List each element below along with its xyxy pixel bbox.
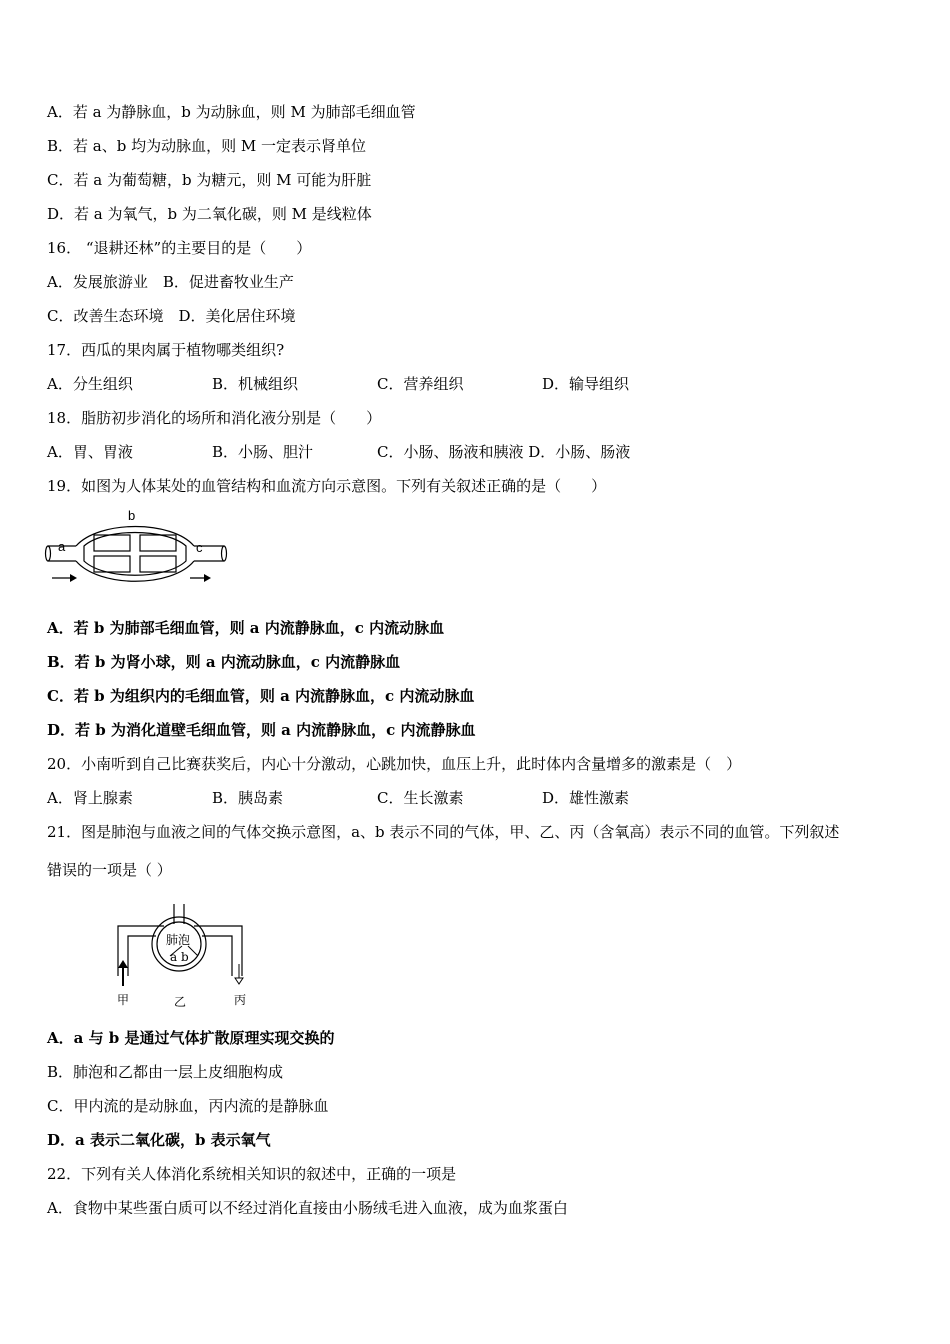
q21-option-a: A．a 与 b 是通过气体扩散原理实现交换的	[47, 1029, 335, 1047]
label-c: c	[196, 540, 203, 555]
q17-option-d: D．输导组织	[542, 375, 630, 393]
q18-option-b: B．小肠、胆汁	[212, 443, 314, 461]
q18-options-cd: C．小肠、肠液和胰液 D．小肠、肠液	[377, 443, 631, 461]
q17-option-c: C．营养组织	[377, 375, 464, 393]
q20-option-b: B．胰岛素	[212, 789, 284, 807]
q15-option-d: D．若 a 为氧气，b 为二氧化碳，则 M 是线粒体	[47, 205, 372, 223]
q18-stem: 18．脂肪初步消化的场所和消化液分别是（ ）	[47, 409, 382, 427]
q21-stem-line1: 21．图是肺泡与血液之间的气体交换示意图，a、b 表示不同的气体，甲、乙、丙（含氧高）表示不同的血管。下列叙述	[47, 823, 840, 841]
q19-option-c: C．若 b 为组织内的毛细血管，则 a 内流静脉血，c 内流动脉血	[47, 687, 475, 705]
q16-options-ab: A．发展旅游业 B．促进畜牧业生产	[47, 273, 294, 291]
label-b: b	[128, 508, 136, 523]
q15-option-b: B．若 a、b 均为动脉血，则 M 一定表示肾单位	[47, 137, 367, 155]
q20-option-d: D．雄性激素	[542, 789, 630, 807]
gas-ab-label: a b	[170, 950, 189, 964]
vessel-bing-label: 丙	[234, 993, 247, 1007]
q21-option-b: B．肺泡和乙都由一层上皮细胞构成	[47, 1063, 284, 1081]
q16-stem: 16． “退耕还林”的主要目的是（ ）	[47, 239, 312, 257]
q19-option-b: B．若 b 为肾小球，则 a 内流动脉血，c 内流静脉血	[47, 653, 401, 671]
q17-option-b: B．机械组织	[212, 375, 299, 393]
q17-option-a: A．分生组织	[47, 375, 133, 393]
q17-stem: 17．西瓜的果肉属于植物哪类组织?	[47, 341, 285, 359]
q21-option-c: C．甲内流的是动脉血，丙内流的是静脉血	[47, 1097, 329, 1115]
q19-stem: 19．如图为人体某处的血管结构和血流方向示意图。下列有关叙述正确的是（ ）	[47, 477, 607, 495]
q16-options-cd: C．改善生态环境 D．美化居住环境	[47, 307, 296, 325]
q20-option-a: A．肾上腺素	[47, 789, 133, 807]
q20-option-c: C．生长激素	[377, 789, 464, 807]
label-a: a	[58, 539, 66, 554]
q18-option-a: A．胃、胃液	[47, 443, 133, 461]
blood-vessel-diagram	[44, 506, 234, 592]
q15-option-a: A．若 a 为静脉血，b 为动脉血，则 M 为肺部毛细血管	[47, 103, 416, 121]
q19-option-a: A．若 b 为肺部毛细血管，则 a 内流静脉血，c 内流动脉血	[47, 619, 445, 637]
alveolus-gas-exchange-diagram	[108, 898, 268, 1010]
q21-stem-line2: 错误的一项是（ ）	[47, 861, 172, 879]
q20-stem: 20．小南听到自己比赛获奖后，内心十分激动，心跳加快，血压上升，此时体内含量增多的激素是（ ）	[47, 755, 742, 773]
alveolus-label: 肺泡	[166, 933, 191, 947]
vessel-yi-label: 乙	[174, 995, 187, 1009]
q22-option-a: A．食物中某些蛋白质可以不经过消化直接由小肠绒毛进入血液，成为血浆蛋白	[47, 1199, 568, 1217]
q21-option-d: D．a 表示二氧化碳，b 表示氧气	[47, 1131, 271, 1149]
vessel-jia-label: 甲	[117, 993, 130, 1007]
q19-option-d: D．若 b 为消化道壁毛细血管，则 a 内流静脉血，c 内流静脉血	[47, 721, 476, 739]
q15-option-c: C．若 a 为葡萄糖，b 为糖元，则 M 可能为肝脏	[47, 171, 372, 189]
q22-stem: 22．下列有关人体消化系统相关知识的叙述中，正确的一项是	[47, 1165, 457, 1183]
